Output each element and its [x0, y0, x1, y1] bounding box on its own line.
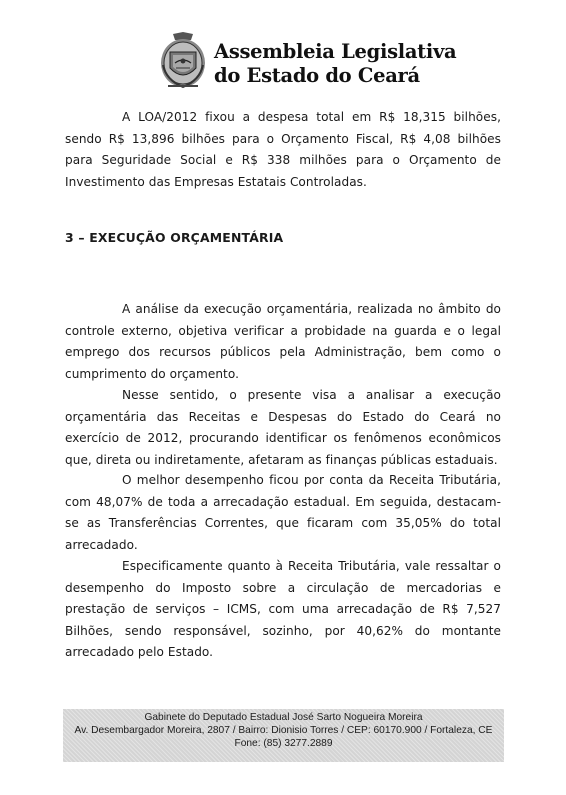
footer-address-block: [63, 709, 504, 762]
section-paragraph-2: Nesse sentido, o presente visa a analisar a execução orçamentária das Receitas e Despesas do Estado do Ceará no exercício de 2012, procurando identificar os fenômenos econômicos que, direta ou indiretamente, afetaram as finanças públicas estaduais.: [65, 388, 501, 467]
footer-phone: Fone: (85) 3277.2889: [234, 738, 333, 749]
section-paragraph-3: O melhor desempenho ficou por conta da Receita Tributária, com 48,07% de toda a arrecadação estadual. Em seguida, destacam-se as Transferências Correntes, que ficaram com 35,05% do total arrecadado.: [65, 473, 501, 552]
section-paragraph-4: Especificamente quanto à Receita Tributária, vale ressaltar o desempenho do Imposto sobre a circulação de mercadorias e prestação de serviços – ICMS, com uma arrecadação de R$ 7,527 Bilhões, sendo responsável, sozinho, por 40,62% do montante arrecadado pelo Estado.: [65, 559, 501, 659]
section-heading: 3 – EXECUÇÃO ORÇAMENTÁRIA: [65, 230, 284, 245]
intro-paragraph: A LOA/2012 fixou a despesa total em R$ 18,315 bilhões, sendo R$ 13,896 bilhões para o Orçamento Fiscal, R$ 4,08 bilhões para Seguridade Social e R$ 338 milhões para o Orçamento de Investimento das Empresas Estatais Controladas.: [65, 110, 501, 189]
footer-address: Av. Desembargador Moreira, 2807 / Bairro: Dionisio Torres / CEP: 60170.900 / Fortaleza, CE: [74, 725, 493, 736]
institution-name-line1: Assembleia Legislativa: [214, 40, 457, 63]
letterhead: [0, 0, 566, 100]
footer-office-name: Gabinete do Deputado Estadual José Sarto Nogueira Moreira: [144, 712, 423, 723]
institution-name-line2: do Estado do Ceará: [214, 64, 420, 87]
coat-of-arms-icon: [158, 30, 208, 90]
section-paragraph-1: A análise da execução orçamentária, realizada no âmbito do controle externo, objetiva verificar a probidade na guarda e o legal emprego dos recursos públicos pela Administração, bem como o cumprimento do orçamento.: [65, 302, 501, 381]
